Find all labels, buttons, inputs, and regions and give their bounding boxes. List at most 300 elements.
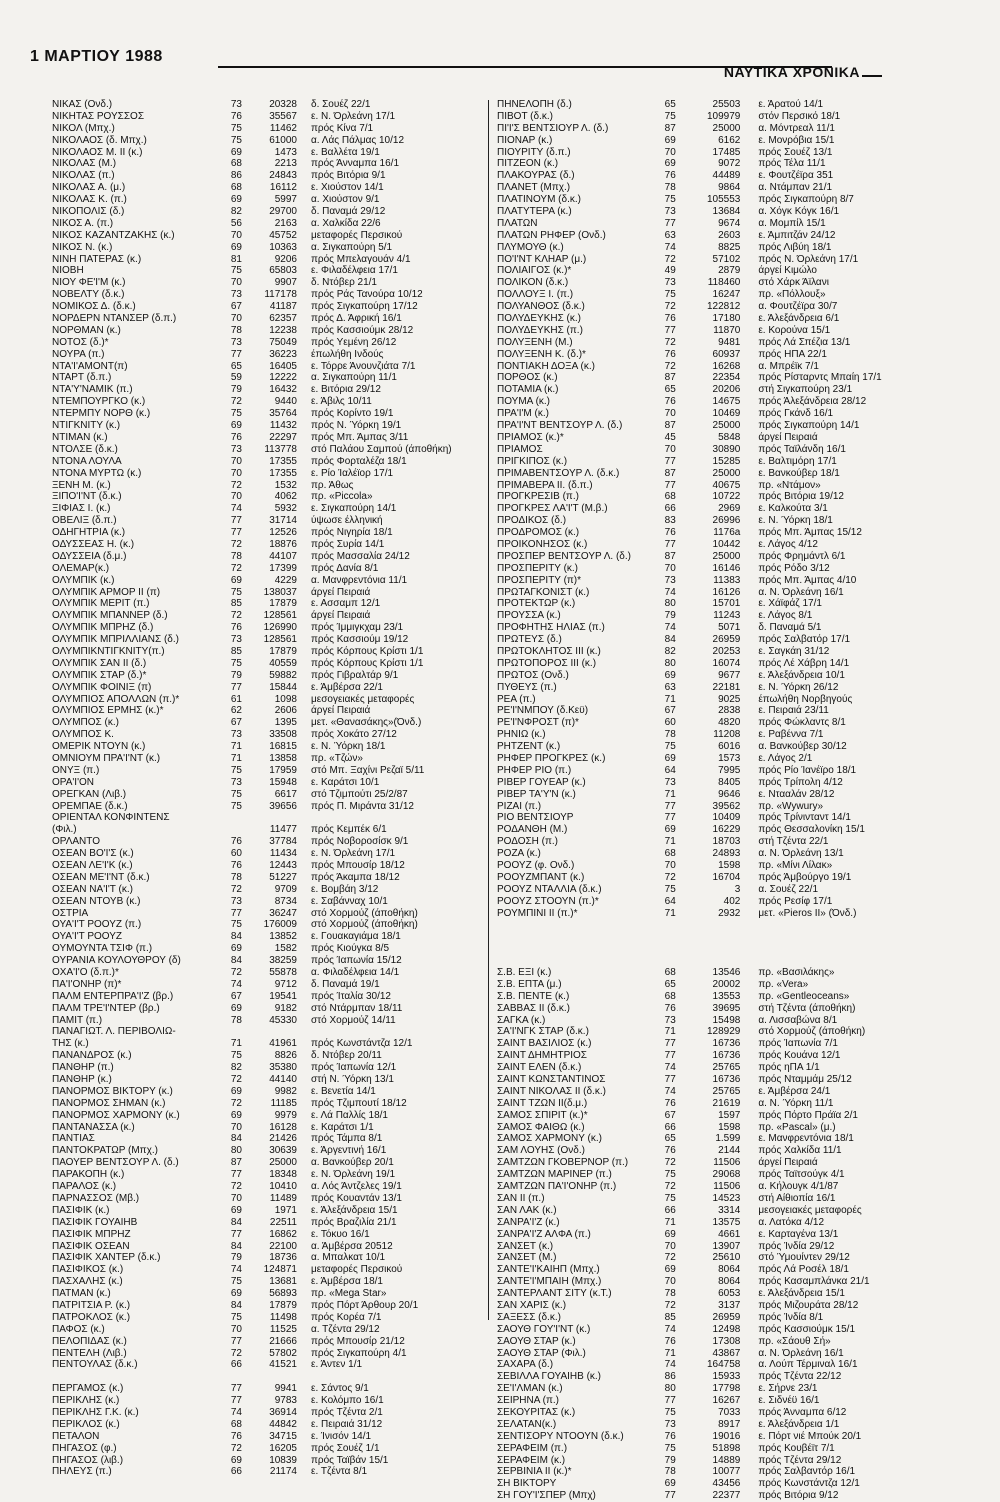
tonnage: 11243 (713, 610, 741, 622)
ship-name: ΡΟΟΥΖ (φ. Ονδ.) (497, 860, 575, 871)
ship-name: ΠΑΤΡΟΚΛΟΣ (κ.) (52, 1311, 131, 1323)
tonnage: 11432 (269, 420, 297, 432)
ship-name: ΟΛΥΜΠΙΚ ΜΠΑΝΝΕΡ (δ.) (52, 610, 168, 622)
tonnage: 43867 (712, 1347, 741, 1359)
ship-entry (52, 1312, 482, 1324)
location: πρ. «Βασιλάκης» (758, 967, 835, 979)
location: α. Λατόκα 4/12 (758, 1216, 825, 1228)
ship-name: ΠΛΑΤΩΝ (497, 217, 538, 229)
location: α. Τζέντα 29/12 (311, 1323, 380, 1335)
build-year: 69 (230, 943, 242, 955)
location: πρός Άνναμπα 6/12 (758, 1406, 847, 1418)
tonnage: 16229 (712, 824, 741, 836)
ship-name: ΡΗΦΕΡ ΡΙΟ (π.) (497, 764, 572, 776)
build-year: 68 (230, 182, 242, 194)
build-year: 74 (664, 241, 676, 253)
tonnage: 17959 (269, 764, 297, 776)
build-year: 71 (664, 1347, 676, 1359)
ship-entry (52, 931, 482, 943)
location: πρός Ίνδία 29/12 (758, 1240, 835, 1252)
ship-entry (497, 1205, 957, 1217)
ship-name: ΣΑΜ ΛΟΥΗΣ (Ονδ.) (497, 1145, 585, 1157)
build-year: 77 (230, 515, 242, 527)
tonnage: 4229 (274, 574, 297, 586)
location: πρός Άλεξάνδρεια 28/12 (758, 396, 867, 408)
location: ε. Ν. Ύόρκη 18/1 (758, 515, 833, 527)
tonnage: 11462 (269, 122, 297, 134)
tonnage: 13553 (712, 990, 741, 1002)
tonnage: 65803 (269, 265, 297, 277)
build-year: 69 (664, 669, 676, 681)
ship-entry (52, 230, 482, 242)
location: πρός ΗΠΑ 22/1 (758, 348, 827, 360)
location: πρός Κίνα 7/1 (311, 122, 374, 134)
ship-entry (497, 658, 957, 670)
build-year: 76 (230, 110, 242, 122)
tonnage: 2606 (274, 705, 297, 717)
tonnage: 128561 (263, 610, 297, 622)
tonnage: 1597 (718, 1109, 741, 1121)
ship-name: ΣΑΝΡΑ'Ι'Ζ (κ.) (497, 1216, 560, 1228)
build-year: 78 (664, 729, 676, 741)
location: στόν Περσικό 18/1 (758, 110, 841, 122)
location: πρός Άμβούργο 19/1 (758, 871, 852, 883)
build-year: 87 (664, 467, 676, 479)
ship-entry (52, 729, 482, 741)
tonnage: 1098 (274, 693, 297, 705)
tonnage (676, 955, 741, 967)
ship-name: ΠΡΩΤΑΓΚΟΝΙΣΤ (κ.) (497, 586, 590, 598)
ship-name: ΠΡΩΤΟΣ (Ονδ.) (497, 669, 569, 681)
tonnage: 18703 (712, 836, 741, 848)
ship-entry (497, 420, 957, 432)
ship-entry (497, 230, 957, 242)
location: πρός Χαλκίδα 11/1 (758, 1145, 842, 1157)
build-year: 73 (664, 277, 676, 289)
tonnage: 25000 (712, 467, 741, 479)
location: στό Ντάρμπαν 18/11 (311, 1002, 403, 1014)
ship-entry (497, 1026, 957, 1038)
ship-name: ΟΡΕΓΚΑΝ (Λιβ.) (52, 788, 127, 800)
location: πρός Κασσιούμκ 28/12 (311, 324, 414, 336)
ship-name: ΠΑΣΙΦΙΚ (κ.) (52, 1204, 110, 1216)
ship-name: ΠΑ'Ι'ΟΝΗΡ (π)* (52, 978, 122, 990)
build-year: 77 (664, 479, 676, 491)
ship-entry (497, 765, 957, 777)
location: πρός Υεμένη 26/12 (311, 336, 397, 348)
build-year: 84 (230, 955, 242, 967)
location: πρός Σουέζ 13/1 (758, 146, 833, 158)
build-year: 87 (230, 1157, 242, 1169)
ship-entry (52, 1241, 482, 1253)
ship-name: ΝΤΟΝΑ ΛΟΥΛΑ (52, 455, 122, 467)
tonnage: 1176a (713, 527, 741, 539)
build-year: 86 (230, 170, 242, 182)
ship-entry (52, 979, 482, 991)
location (740, 943, 957, 955)
build-year: 76 (664, 1430, 676, 1442)
ship-entry (52, 1288, 482, 1300)
ship-name: ΟΛΥΜΠΙΚ ΑΡΜΟΡ II (π) (52, 586, 161, 598)
location: πρός Φορταλέζα 18/1 (311, 455, 407, 467)
build-year: 72 (230, 1181, 242, 1193)
ship-name: ΠΕΛΟΠΙΔΑΣ (κ.) (52, 1335, 127, 1347)
tonnage: 9907 (274, 277, 297, 289)
tonnage: 44140 (269, 1074, 297, 1086)
ship-name: ΟΒΕΛΙΞ (δ.π.) (52, 515, 117, 527)
build-year: 76 (230, 1430, 242, 1442)
ship-entry (497, 206, 957, 218)
location: πρός Βιτόρια 19/12 (758, 491, 844, 503)
build-year: 72 (664, 1299, 676, 1311)
ship-entry (497, 1241, 957, 1253)
location: άργεί Πειραιά (758, 1157, 818, 1169)
build-year: 72 (664, 1157, 676, 1169)
location: στό Χορμούζ (άποθήκη) (758, 1026, 866, 1038)
ship-name: ΡΕΑ (π.) (497, 693, 536, 705)
location: ε. Λά Παλλίς 18/1 (311, 1109, 388, 1121)
location: ε. Ίνισόν 14/1 (311, 1430, 372, 1442)
ship-entry (52, 563, 482, 575)
build-year: 77 (230, 527, 242, 539)
build-year: 72 (230, 538, 242, 550)
location: ε. Πειραιά 31/12 (311, 1418, 383, 1430)
location: ε. Φουτζέϊρα 351 (758, 170, 834, 182)
tonnage: 17879 (269, 598, 297, 610)
build-year: 77 (664, 1490, 676, 1502)
build-year: 79 (230, 1252, 242, 1264)
ship-name: ΝΙΚΟΠΟΛΙΣ (δ.) (52, 206, 125, 218)
build-year: 63 (664, 229, 676, 241)
tonnage: 176009 (263, 919, 297, 931)
ship-entry (52, 1205, 482, 1217)
ship-entry (52, 908, 482, 920)
build-year: 69 (664, 824, 676, 836)
ship-entry (52, 384, 482, 396)
build-year (207, 1371, 242, 1383)
ship-entry (497, 1312, 957, 1324)
tonnage: 19541 (269, 990, 297, 1002)
ship-entry (497, 1122, 957, 1134)
location: πρός Νιγηρία 18/1 (311, 527, 393, 539)
ship-entry (52, 349, 482, 361)
ship-name: ΠΗΓΑΣΟΣ (φ.) (52, 1442, 117, 1454)
ship-name: ΠΑΝΤΟΚΡΑΤΩΡ (Μπχ.) (52, 1145, 158, 1157)
tonnage: 10722 (712, 491, 741, 503)
ship-entry (497, 265, 957, 277)
ship-entry (497, 1395, 957, 1407)
build-year: 66 (664, 503, 676, 515)
build-year: 69 (230, 1085, 242, 1097)
location: ε. Ν. Όρλεάνη 17/1 (311, 848, 396, 860)
ship-entry (52, 468, 482, 480)
location: πρός Πόρτ Άρθουρ 20/1 (311, 1299, 419, 1311)
location: δ. Παναμά 5/1 (758, 622, 822, 634)
tonnage: 164758 (706, 1359, 741, 1371)
tonnage: 4062 (274, 491, 297, 503)
ship-entry (52, 634, 482, 646)
tonnage: 33508 (269, 729, 297, 741)
location: ε. Ν. Ύόρκη 26/12 (758, 681, 839, 693)
build-year: 82 (230, 206, 242, 218)
ship-entry (497, 1490, 957, 1502)
build-year: 70 (664, 860, 676, 871)
ship-entry (497, 801, 957, 813)
location: πρός Άκαμπα 18/12 (311, 871, 400, 883)
ship-entry (52, 1074, 482, 1086)
ship-entry (497, 1086, 957, 1098)
build-year: 70 (230, 277, 242, 289)
ship-name: ΠΟΝΤΙΑΚΗ ΔΟΞΑ (κ.) (497, 360, 595, 372)
tonnage: 16146 (712, 562, 741, 574)
ship-name: ΝΙΚΟΛΑΣ (π.) (52, 170, 115, 182)
tonnage: 16862 (269, 1228, 297, 1240)
ship-name: ΠΑΝΤΑΝΑΣΣΑ (κ.) (52, 1121, 135, 1133)
build-year: 75 (664, 741, 676, 753)
ship-name: ΡΟΔΟΣΗ (π.) (497, 836, 559, 848)
ship-entry (497, 1324, 957, 1336)
location: ε. Άβιλς 10/11 (311, 396, 372, 408)
tonnage (242, 1371, 297, 1383)
ship-entry (497, 277, 957, 289)
location: πρός Γκάνδ 16/1 (758, 408, 834, 420)
tonnage: 9712 (274, 978, 297, 990)
ship-name: ΠΑΝΑΓΙΩΤ. Λ. ΠΕΡΙΒΟΛΙΩ- (52, 1026, 176, 1038)
ship-entry (497, 884, 957, 896)
location (297, 1371, 481, 1383)
build-year: 70 (230, 1121, 242, 1133)
ship-entry (52, 551, 482, 563)
tonnage: 11525 (269, 1323, 297, 1335)
build-year: 74 (230, 1264, 242, 1276)
build-year: 75 (230, 764, 242, 776)
location: α. Κήλουγκ 4/1/87 (758, 1181, 839, 1193)
tonnage: 41521 (269, 1359, 297, 1371)
build-year: 77 (664, 800, 676, 812)
ship-entry (52, 289, 482, 301)
ship-name: ΡΟΖΑ (κ.) (497, 848, 541, 860)
location: στή Τζέντα 22/1 (758, 836, 829, 848)
tonnage: 13852 (269, 931, 297, 943)
ship-entry (52, 1157, 482, 1169)
tonnage: 29700 (269, 206, 297, 218)
ship-entry (497, 575, 957, 587)
tonnage: 10410 (269, 1181, 297, 1193)
build-year: 72 (230, 1442, 242, 1454)
ship-name: ΠΙΟΝΑΡ (κ.) (497, 134, 553, 146)
ship-name (497, 955, 646, 967)
build-year: 75 (230, 1050, 242, 1062)
build-year: 72 (230, 883, 242, 895)
location: στό Παλάου Σαμπού (άποθήκη) (311, 443, 452, 455)
ship-entry (52, 147, 482, 159)
location: πρός Τζέντα 2/1 (311, 1406, 383, 1418)
location: πρός Χοκάτο 27/12 (311, 729, 397, 741)
build-year: 71 (230, 741, 242, 753)
location: ε. Σιδνέϋ 16/1 (758, 1395, 820, 1407)
location: α. Χόγκ Κόγκ 16/1 (758, 206, 840, 218)
tonnage: 7995 (718, 764, 741, 776)
build-year: 79 (230, 384, 242, 396)
build-year: 83 (664, 515, 676, 527)
ship-name: ΟΣΤΡΙΑ (52, 907, 89, 919)
location: πρός Βιτόρια 9/12 (758, 1490, 839, 1502)
build-year: 75 (664, 1442, 676, 1454)
ship-name: ΟΛΥΜΠΙΚ ΣΤΑΡ (δ.)* (52, 669, 147, 681)
tonnage: 15948 (269, 776, 297, 788)
ship-entry (52, 1110, 482, 1122)
tonnage: 14523 (712, 1192, 741, 1204)
build-year: 75 (230, 800, 242, 812)
ship-name: ΠΗΛΕΥΣ (π.) (52, 1466, 112, 1478)
build-year: 74 (664, 1062, 676, 1074)
tonnage: 4661 (718, 1228, 741, 1240)
ship-name: ΡΕ'Ι'ΝΦΡΟΣΤ (π)* (497, 717, 579, 729)
location: α. Χιούστον 9/1 (311, 194, 380, 206)
location: ε. Άλεξάνδρεια 1/1 (758, 1418, 840, 1430)
tonnage: 34715 (269, 1430, 297, 1442)
location: ε. Τόρρε Άνουνζιάτα 7/1 (311, 360, 416, 372)
build-year: 76 (664, 1002, 676, 1014)
ship-name: ΠΑΛΜ ΤΡΕ'Ι'ΝΤΕΡ (βρ.) (52, 1002, 160, 1014)
build-year: 72 (230, 1347, 242, 1359)
build-year: 84 (230, 1299, 242, 1311)
ship-entry (52, 206, 482, 218)
ship-entry (52, 265, 482, 277)
ship-entry (497, 1419, 957, 1431)
ship-entry (497, 99, 957, 111)
ship-name: ΠΙΤΖΕΟΝ (κ.) (497, 158, 559, 170)
tonnage: 51227 (269, 871, 297, 883)
ship-entry (497, 931, 957, 943)
ship-name: ΟΧΑ'Ι'Ο (δ.π.)* (52, 967, 119, 979)
ship-name: ΠΡΟΔΙΚΟΣ (δ.) (497, 515, 567, 527)
ship-name: ΣΕ'Ι'ΛΜΑΝ (κ.) (497, 1383, 563, 1395)
ship-entry (52, 170, 482, 182)
location: α. Μομπίλ 15/1 (758, 217, 826, 229)
location: ε. Άρατού 14/1 (758, 99, 824, 110)
location: πρός Κωνστάντζα 12/1 (311, 1038, 413, 1050)
ship-name: ΡΗΝΙΩ (κ.) (497, 729, 546, 741)
ship-name: ΠΛΑΝΕΤ (Μπχ.) (497, 182, 571, 194)
build-year: 65 (664, 99, 676, 110)
ship-entry (52, 575, 482, 587)
build-year: 72 (664, 336, 676, 348)
location: πρός Ταϊτσούγκ 4/1 (758, 1169, 845, 1181)
ship-name: ΣΑΝ II (π.) (497, 1192, 545, 1204)
ship-name: ΠΗΓΑΣΟΣ (λιβ.) (52, 1454, 124, 1466)
ship-entry (52, 765, 482, 777)
build-year: 85 (664, 1311, 676, 1323)
tonnage: 3 (734, 883, 741, 895)
tonnage: 39656 (269, 800, 297, 812)
ship-name: ΣΕΡΑΦΕΙΜ (π.) (497, 1442, 568, 1454)
location: δ. Παναμά 19/1 (311, 978, 380, 990)
tonnage: 10409 (712, 812, 741, 824)
location: ε. Βανκούβερ 18/1 (758, 467, 840, 479)
location (297, 812, 481, 824)
location: στό Τζιμπούτι 25/2/87 (311, 788, 408, 800)
tonnage: 11870 (713, 324, 741, 336)
tonnage: 6053 (718, 1288, 741, 1300)
tonnage: 21619 (712, 1097, 741, 1109)
tonnage: 22100 (269, 1240, 297, 1252)
tonnage: 60937 (712, 348, 741, 360)
tonnage: 25000 (712, 550, 741, 562)
ship-entry (52, 337, 482, 349)
build-year: 72 (230, 479, 242, 491)
ship-entry (497, 967, 957, 979)
ship-name: ΡΙΒΕΡ ΓΟΥΕΑΡ (κ.) (497, 776, 586, 788)
ship-name: ΝΤΙΓΚΝΙΤΥ (κ.) (52, 420, 121, 432)
location: στό Χάρκ Άϊλανι (758, 277, 829, 289)
ship-entry (497, 1003, 957, 1015)
tonnage: 16126 (712, 586, 741, 598)
build-year: 87 (664, 372, 676, 384)
tonnage: 17355 (269, 455, 297, 467)
tonnage: 11383 (713, 574, 741, 586)
ship-entry (52, 527, 482, 539)
ship-name: ΠΟ'Ι'ΝΤ ΚΛΗΑΡ (μ.) (497, 253, 587, 265)
build-year: 72 (664, 1252, 676, 1264)
location (740, 919, 957, 931)
location: ε. Άλεξάνδρεια 10/1 (758, 669, 845, 681)
ship-name: ΣΑΙΝΤ ΚΩΝΣΤΑΝΤΙΝΟΣ (497, 1074, 606, 1086)
build-year: 75 (230, 134, 242, 146)
ship-entry (52, 658, 482, 670)
build-year: 85 (230, 598, 242, 610)
tonnage: 9481 (718, 336, 741, 348)
location: πρός Σουέζ 1/1 (311, 1442, 380, 1454)
tonnage: 44107 (269, 550, 297, 562)
location: πρός Π. Μιράντα 31/12 (311, 800, 414, 812)
build-year: 79 (664, 610, 676, 622)
ship-entry (497, 872, 957, 884)
build-year: 77 (230, 1335, 242, 1347)
ship-entry (52, 1371, 482, 1383)
location: μεσογειακές μεταφορές (311, 693, 415, 705)
ship-entry (52, 301, 482, 313)
build-year: 71 (664, 788, 676, 800)
tonnage: 8064 (718, 1264, 741, 1276)
ship-entry (52, 610, 482, 622)
ship-entry (52, 598, 482, 610)
tonnage: 10839 (269, 1454, 297, 1466)
ship-name: ΠΛΑΤΥΤΕΡΑ (κ.) (497, 206, 572, 218)
ship-name: ΠΡΑ'Ι'Μ (κ.) (497, 408, 549, 420)
tonnage: 16736 (712, 1038, 741, 1050)
ship-name: ΝΟΥΡΑ (π.) (52, 348, 105, 360)
location: πρός Μπ. Άμπας 15/12 (758, 527, 862, 539)
build-year: 84 (230, 1240, 242, 1252)
ship-name: ΞΙΦΙΑΣ I. (κ.) (52, 503, 111, 515)
ship-entry (497, 587, 957, 599)
tonnage: 15285 (712, 455, 741, 467)
ship-name: ΞΕΝΗ Μ. (κ.) (52, 479, 111, 491)
ship-entry (497, 325, 957, 337)
location: ε. Τόκυο 16/1 (311, 1228, 370, 1240)
ship-name: ΝΟΤΟΣ (δ.)* (52, 336, 109, 348)
build-year: 73 (230, 634, 242, 646)
build-year: 70 (230, 1192, 242, 1204)
ship-entry (52, 1419, 482, 1431)
tonnage: 15701 (712, 598, 741, 610)
ship-entry (52, 1003, 482, 1015)
ship-name: ΠΡΑ'Ι'ΝΤ ΒΕΝΤΣΟΥΡ Λ. (δ.) (497, 420, 623, 432)
location: ε. Καράτσι 1/1 (311, 1121, 374, 1133)
ship-entry (497, 1181, 957, 1193)
tonnage: 18736 (269, 1252, 297, 1264)
